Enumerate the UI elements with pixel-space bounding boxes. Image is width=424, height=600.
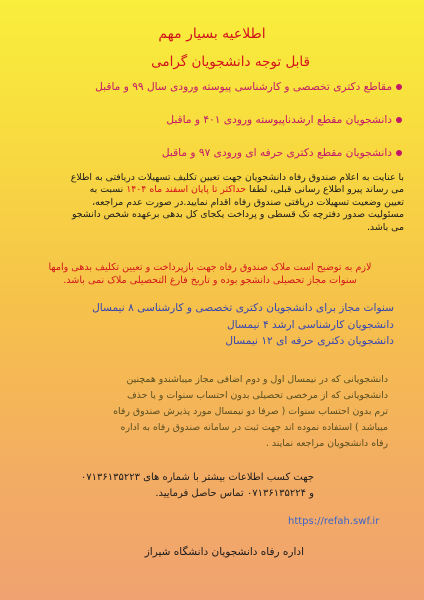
- extra-semesters-paragraph: [36, 372, 388, 452]
- bullet-icon: [396, 117, 402, 123]
- website-link[interactable]: https://refah.swf.ir: [288, 516, 380, 527]
- paragraph-line: تعیین وضعیت تسهیلات دریافتی صندوق رفاه اقدام نمایید.در صورت عدم مراجعه،: [92, 196, 404, 208]
- bullet-icon: [396, 84, 402, 90]
- paragraph-line: با عنایت به اعلام صندوق رفاه دانشجویان جهت تعیین تکلیف تسهیلات دریافتی به اطلاع: [70, 172, 404, 183]
- list-item: دانشجویان مقطع ارشدناپیوسته ورودی ۴۰۱ و ماقبل: [12, 113, 402, 146]
- note-line: سنوات مجاز تحصیلی دانشجو بوده و تاریخ فارغ التحصیلی ملاک نمی باشد.: [63, 274, 357, 286]
- bullet-icon: [396, 150, 402, 156]
- footer-signature: اداره رفاه دانشجویان دانشگاه شیراز: [144, 546, 304, 558]
- paragraph-line: میباشد ) استفاده نموده اند جهت ثبت در سامانه صندوق رفاه به اداره: [120, 422, 388, 433]
- announcement-paragraph: [16, 172, 404, 234]
- deadline-highlight: حداکثر تا پایان اسفند ماه ۱۴۰۴: [126, 184, 247, 196]
- paragraph-line: می باشد.: [366, 221, 404, 233]
- paragraph-line: دانشجویانی که در نیمسال اول و دوم اضافی مجاز میباشندو همچنین: [126, 374, 388, 385]
- page-subtitle: قابل توجه دانشجویان گرامی: [151, 54, 310, 70]
- paragraph-line: مسئولیت صدور دفترچه تک قسطی و پرداخت یکجای کل بدهی برعهده شخص دانشجو: [71, 209, 404, 221]
- contact-line: جهت کسب اطلاعات بیشتر با شماره های ۰۷۱۳۶۱۳۵۲۲۳: [80, 472, 314, 483]
- audience-list: [12, 80, 402, 179]
- repayment-note: [20, 262, 400, 288]
- list-item: دانشجویان مقطع دکتری حرفه ای ورودی ۹۷ و ماقبل: [12, 146, 402, 179]
- paragraph-line: دانشجویانی که از مرخصی تحصیلی بدون احتساب سنوات و یا حذف: [126, 390, 388, 401]
- semesters-line: دانشجویان دکتری حرفه ای ۱۲ نیمسال: [225, 335, 394, 347]
- list-item: مقاطع دکتری تخصصی و کارشناسی پیوسته ورودی سال ۹۹ و ماقبل: [12, 80, 402, 113]
- semesters-line: سنوات مجاز برای دانشجویان دکتری تخصصی و کارشناسی ۸ نیمسال: [92, 302, 394, 314]
- note-line: لازم به توضیح است ملاک صندوق رفاه جهت بازپرداخت و تعیین تکلیف بدهی وامها: [48, 262, 372, 273]
- paragraph-line: ترم بدون احتساب سنوات ( صرفا دو نیمسال مورد پذیرش صندوق رفاه: [113, 406, 388, 417]
- semesters-line: دانشجویان کارشناسی ارشد ۴ نیمسال: [226, 318, 394, 331]
- contact-line: و ۰۷۱۳۶۱۳۵۲۲۴ تماس حاصل فرمایید.: [155, 488, 314, 499]
- contact-info: [34, 470, 314, 502]
- paragraph-line: می رساند پیرو اطلاع رسانی قبلی، لطفا حداکثر تا پایان اسفند ماه ۱۴۰۴ نسبت به: [89, 184, 404, 196]
- allowed-semesters: [24, 300, 394, 350]
- page-title: اطلاعیه بسیار مهم: [158, 26, 266, 42]
- paragraph-line: رفاه دانشجویان مراجعه نمایند .: [265, 438, 388, 449]
